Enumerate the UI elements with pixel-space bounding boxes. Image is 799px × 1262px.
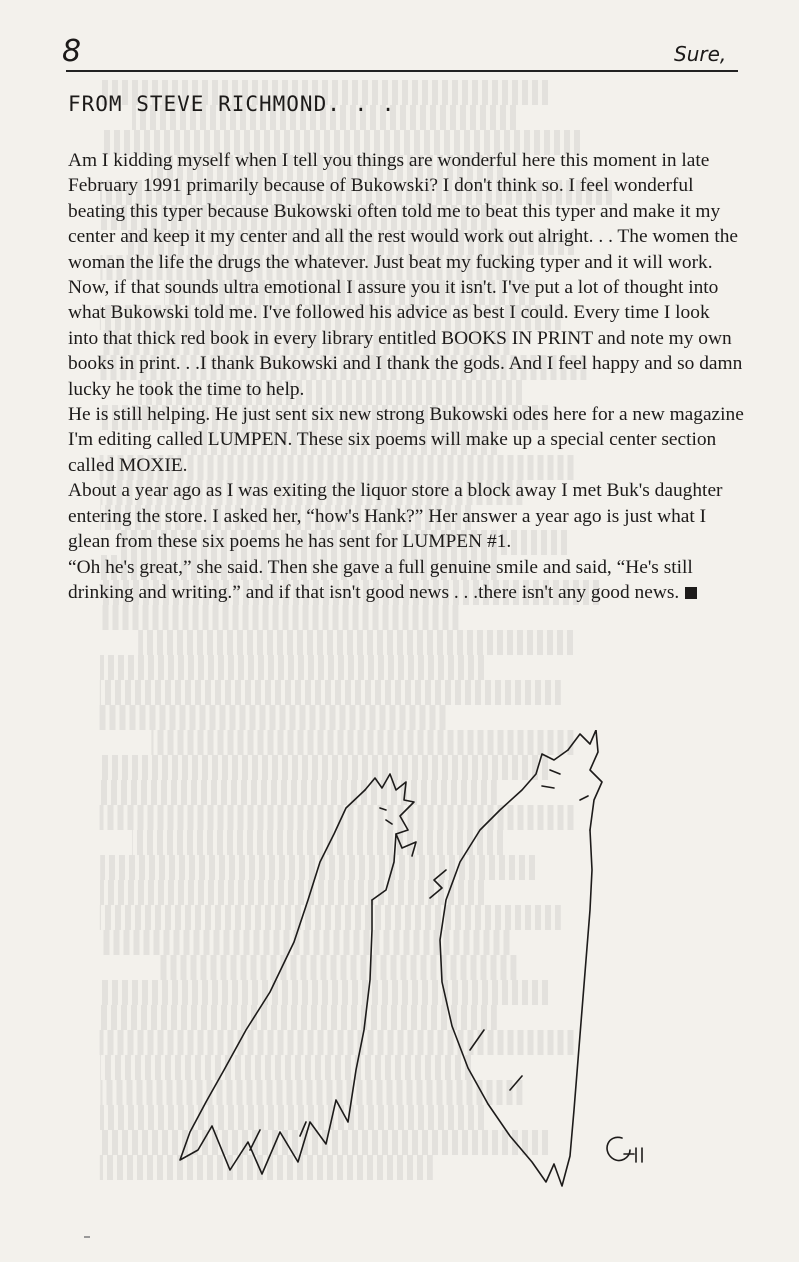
paragraph-5-text: “Oh he's great,” she said. Then she gave a full genuine smile and said, “He's still drinking and writing.” and if that isn't good news . . .there isn't any good news. (68, 556, 693, 603)
article-title: FROM STEVE RICHMOND. . . (68, 92, 396, 116)
handwritten-signature: Sure, (674, 42, 727, 66)
paragraph-3: He is still helping. He just sent six new strong Bukowski odes here for a new magazine I'm editing called LUMPEN. These six poems will make up a special center section called MOXIE. (68, 404, 744, 476)
end-mark-icon (685, 587, 697, 599)
article-body (68, 148, 744, 605)
bat-creature-illustration (150, 730, 650, 1200)
paragraph-4: About a year ago as I was exiting the liquor store a block away I met Buk's daughter entering the store. I asked her, “how's Hank?” Her answer a year ago is just what I glean from these six poems he has sent for LUMPEN #1. (68, 480, 723, 553)
header-rule (66, 70, 738, 72)
page-smudge (84, 1236, 90, 1238)
paragraph-1: Am I kidding myself when I tell you things are wonderful here this moment in late February 1991 primarily because of Bukowski? I don't think so. I feel wonderful beating this typer because Bukowski often told me to beat this typer and make it my center and keep it my center and all the rest would work out alright. . . The women the woman the life the drugs the whatever. Just beat my fucking typer and it will work. (68, 150, 739, 273)
paragraph-2: Now, if that sounds ultra emotional I assure you it isn't. I've put a lot of thought into what Bukowski told me. I've followed his advice as best I could. Every time I look into that thick red book in every library entitled BOOKS IN PRINT and note my own books in print. . .I thank Bukowski and I thank the gods. And I feel happy and so damn lucky he took the time to help. (68, 277, 743, 400)
page-number: 8 (62, 34, 82, 69)
paragraph-5 (68, 555, 744, 606)
